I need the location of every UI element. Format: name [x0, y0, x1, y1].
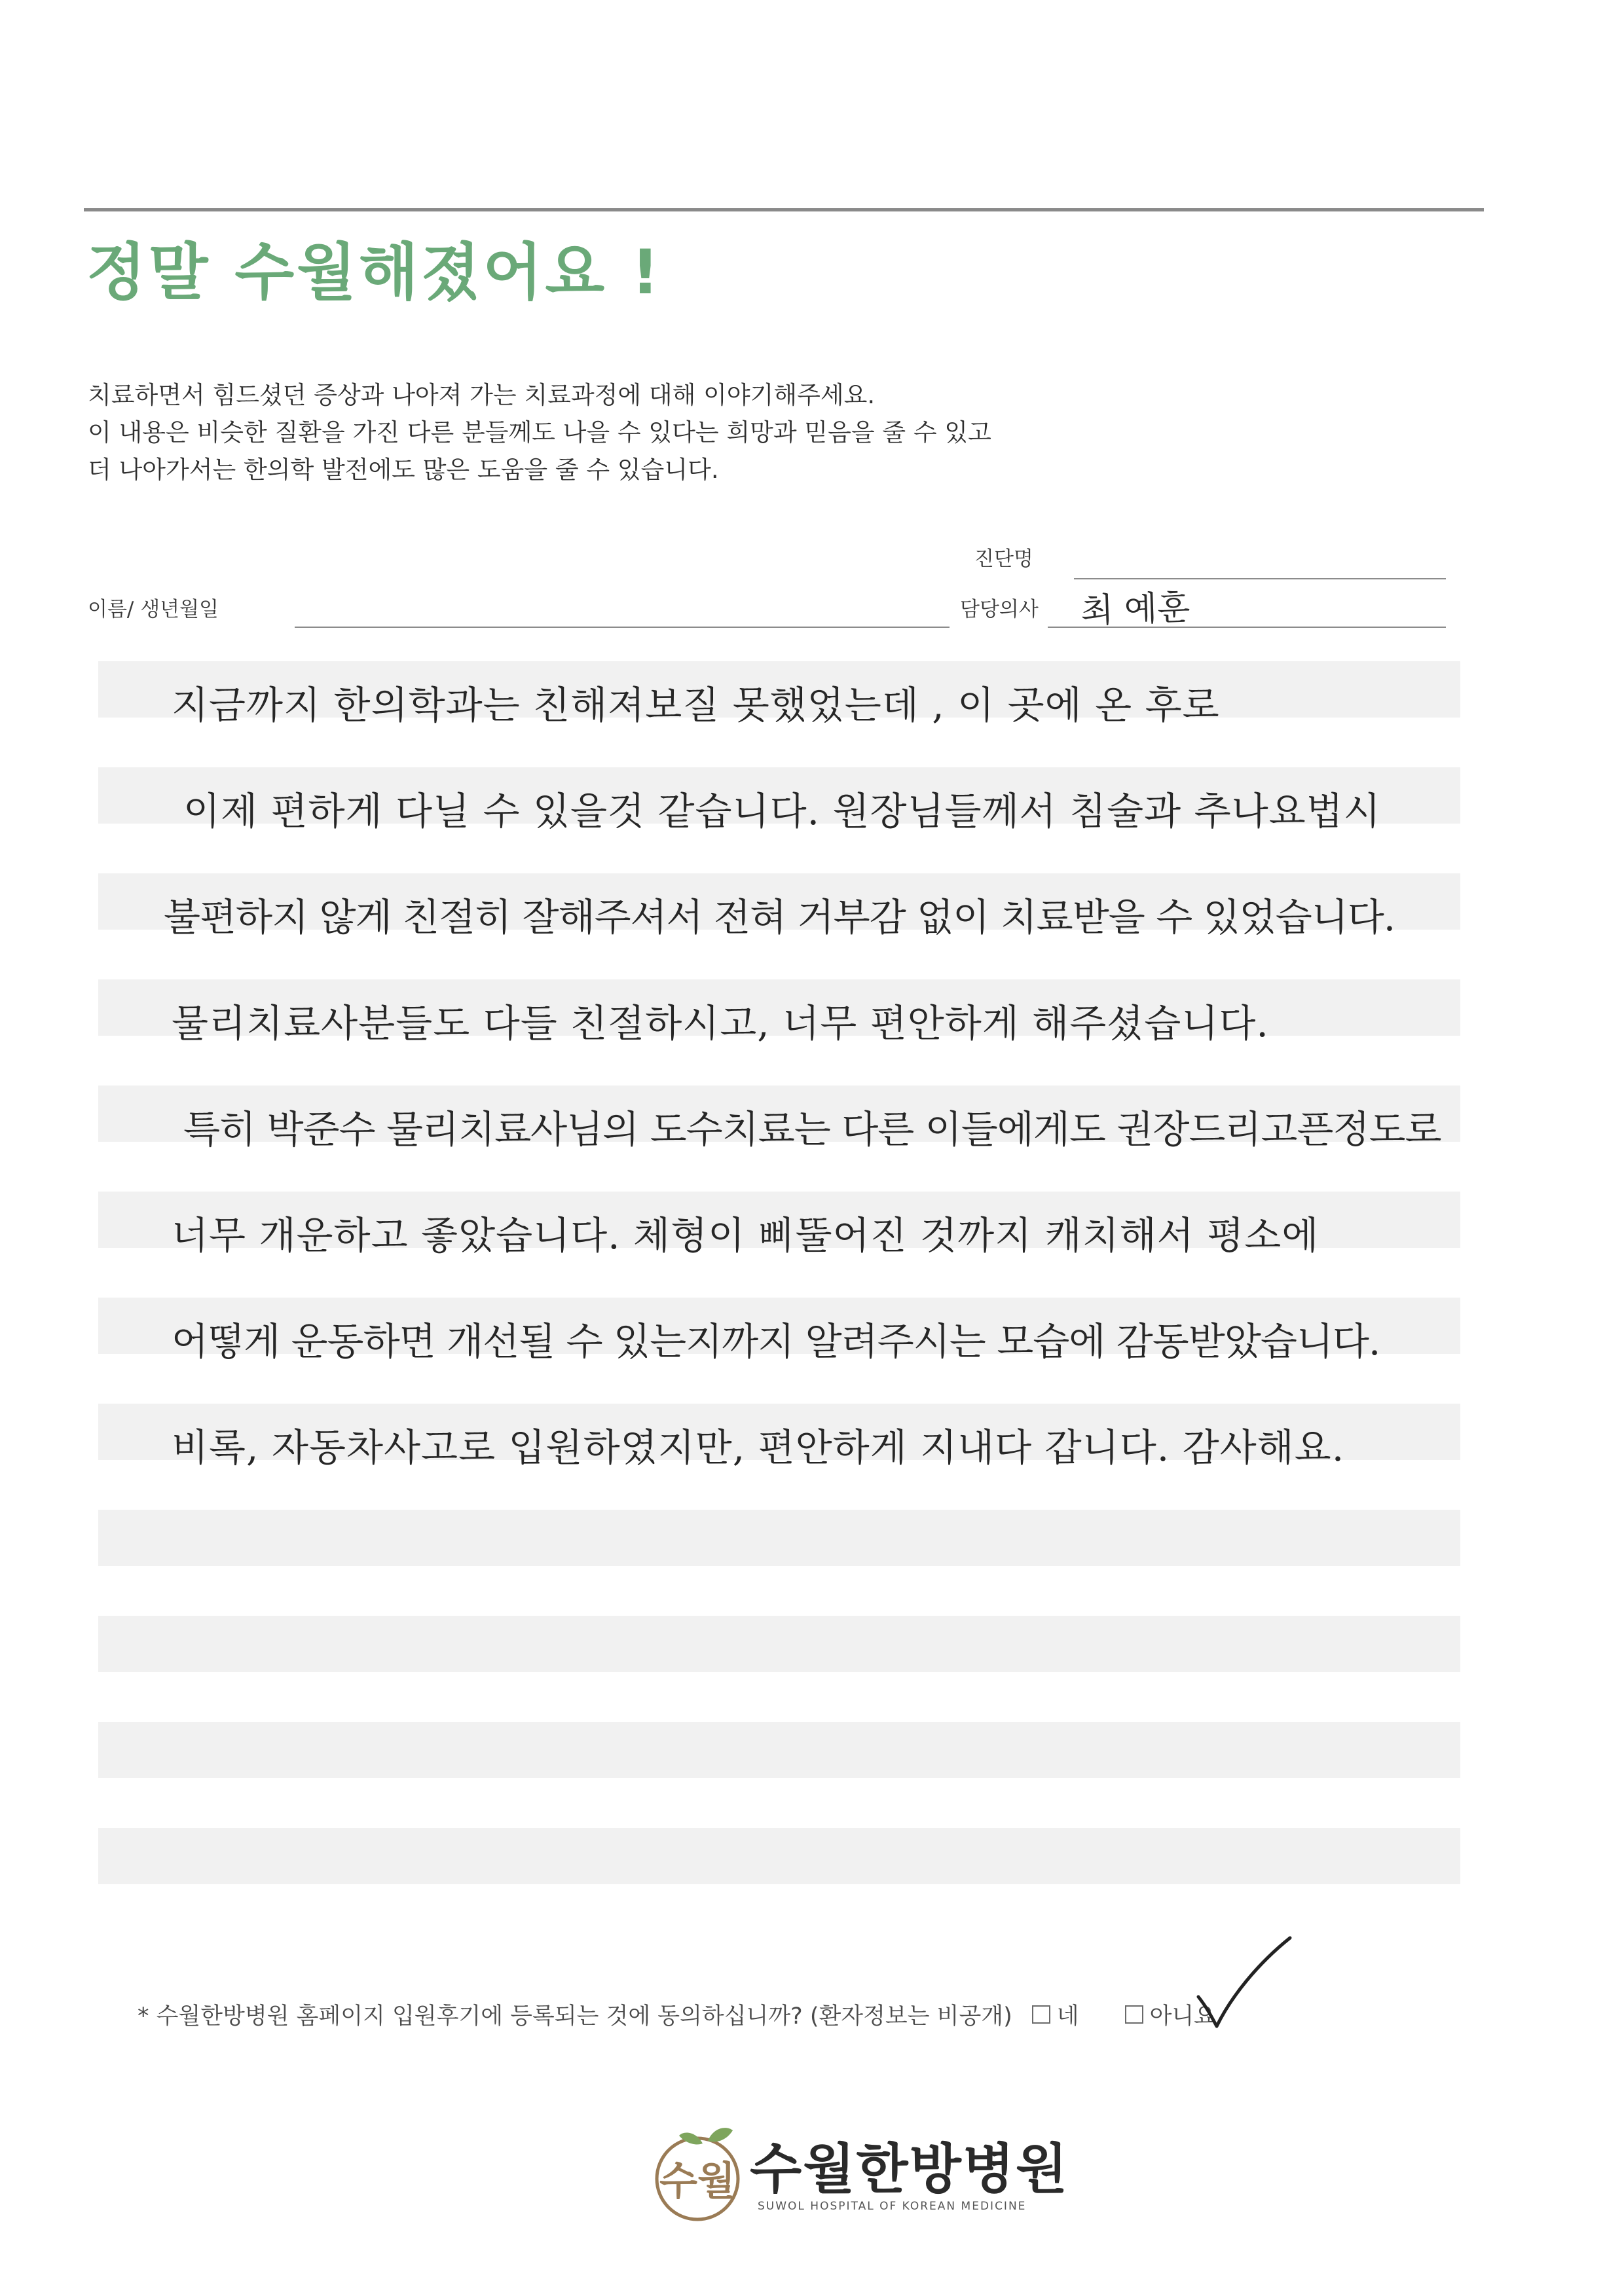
review-line: 지금까지 한의학과는 친해져보질 못했었는데 , 이 곳에 온 후로	[172, 683, 1220, 727]
review-line: 너무 개운하고 좋았습니다. 체형이 삐뚤어진 것까지 캐치해서 평소에	[172, 1213, 1320, 1258]
name-birth-label: 이름/ 생년월일	[88, 598, 219, 621]
review-line: 특히 박준수 물리치료사님의 도수치료는 다른 이들에게도 권장드리고픈정도로	[183, 1107, 1441, 1152]
review-line: 이제 편하게 다닐 수 있을것 같습니다. 원장님들께서 침술과 추나요법시	[183, 789, 1381, 833]
intro-text	[88, 376, 991, 488]
emblem-text: 수월	[659, 2159, 735, 2204]
consent-question: * 수월한방병원 홈페이지 입원후기에 등록되는 것에 동의하십니까? (환자정보는 비공개)	[138, 2003, 1012, 2030]
diagnosis-label: 진단명	[974, 547, 1033, 571]
no-label: 아니요	[1149, 2003, 1216, 2030]
consent-row	[138, 1998, 1216, 2031]
yes-checkbox[interactable]	[1032, 2005, 1050, 2024]
review-line: 비록, 자동차사고로 입원하였지만, 편안하게 지내다 갑니다. 감사해요.	[172, 1425, 1345, 1470]
page-title: 정말 수월해졌어요 !	[86, 237, 662, 308]
writing-line-stripe	[98, 1722, 1460, 1778]
diagnosis-field[interactable]	[1074, 578, 1446, 579]
writing-line-stripe	[98, 1510, 1460, 1566]
yes-label: 네	[1056, 2003, 1079, 2030]
consent-yes-option[interactable]	[1032, 1998, 1079, 2031]
hospital-name: 수월한방병원	[750, 2138, 1069, 2200]
writing-line-stripe	[98, 1828, 1460, 1884]
review-writing-area[interactable]	[98, 661, 1460, 1938]
name-birth-field[interactable]	[295, 627, 950, 628]
no-checkbox[interactable]	[1125, 2005, 1143, 2024]
handwritten-check-icon	[1192, 1935, 1297, 2033]
intro-line: 이 내용은 비슷한 질환을 가진 다른 분들께도 나을 수 있다는 희망과 믿음을 줄 수 있고	[88, 418, 991, 446]
review-line: 물리치료사분들도 다들 친절하시고, 너무 편안하게 해주셨습니다.	[172, 1001, 1269, 1046]
hospital-logo	[645, 2121, 1069, 2226]
review-line: 어떻게 운동하면 개선될 수 있는지까지 알려주시는 모습에 감동받았습니다.	[172, 1319, 1380, 1364]
review-line: 불편하지 않게 친절히 잘해주셔서 전혀 거부감 없이 치료받을 수 있었습니다.	[164, 895, 1395, 939]
intro-line: 치료하면서 힘드셨던 증상과 나아져 가는 치료과정에 대해 이야기해주세요.	[88, 381, 876, 409]
doctor-label: 담당의사	[960, 598, 1039, 621]
writing-line-stripe	[98, 1616, 1460, 1672]
hospital-subtitle: SUWOL HOSPITAL OF KOREAN MEDICINE	[758, 2200, 1027, 2213]
header-rule	[84, 208, 1484, 211]
hospital-emblem-icon	[645, 2121, 750, 2226]
doctor-name-handwritten: 최 예훈	[1080, 588, 1191, 631]
intro-line: 더 나아가서는 한의학 발전에도 많은 도움을 줄 수 있습니다.	[88, 456, 719, 484]
